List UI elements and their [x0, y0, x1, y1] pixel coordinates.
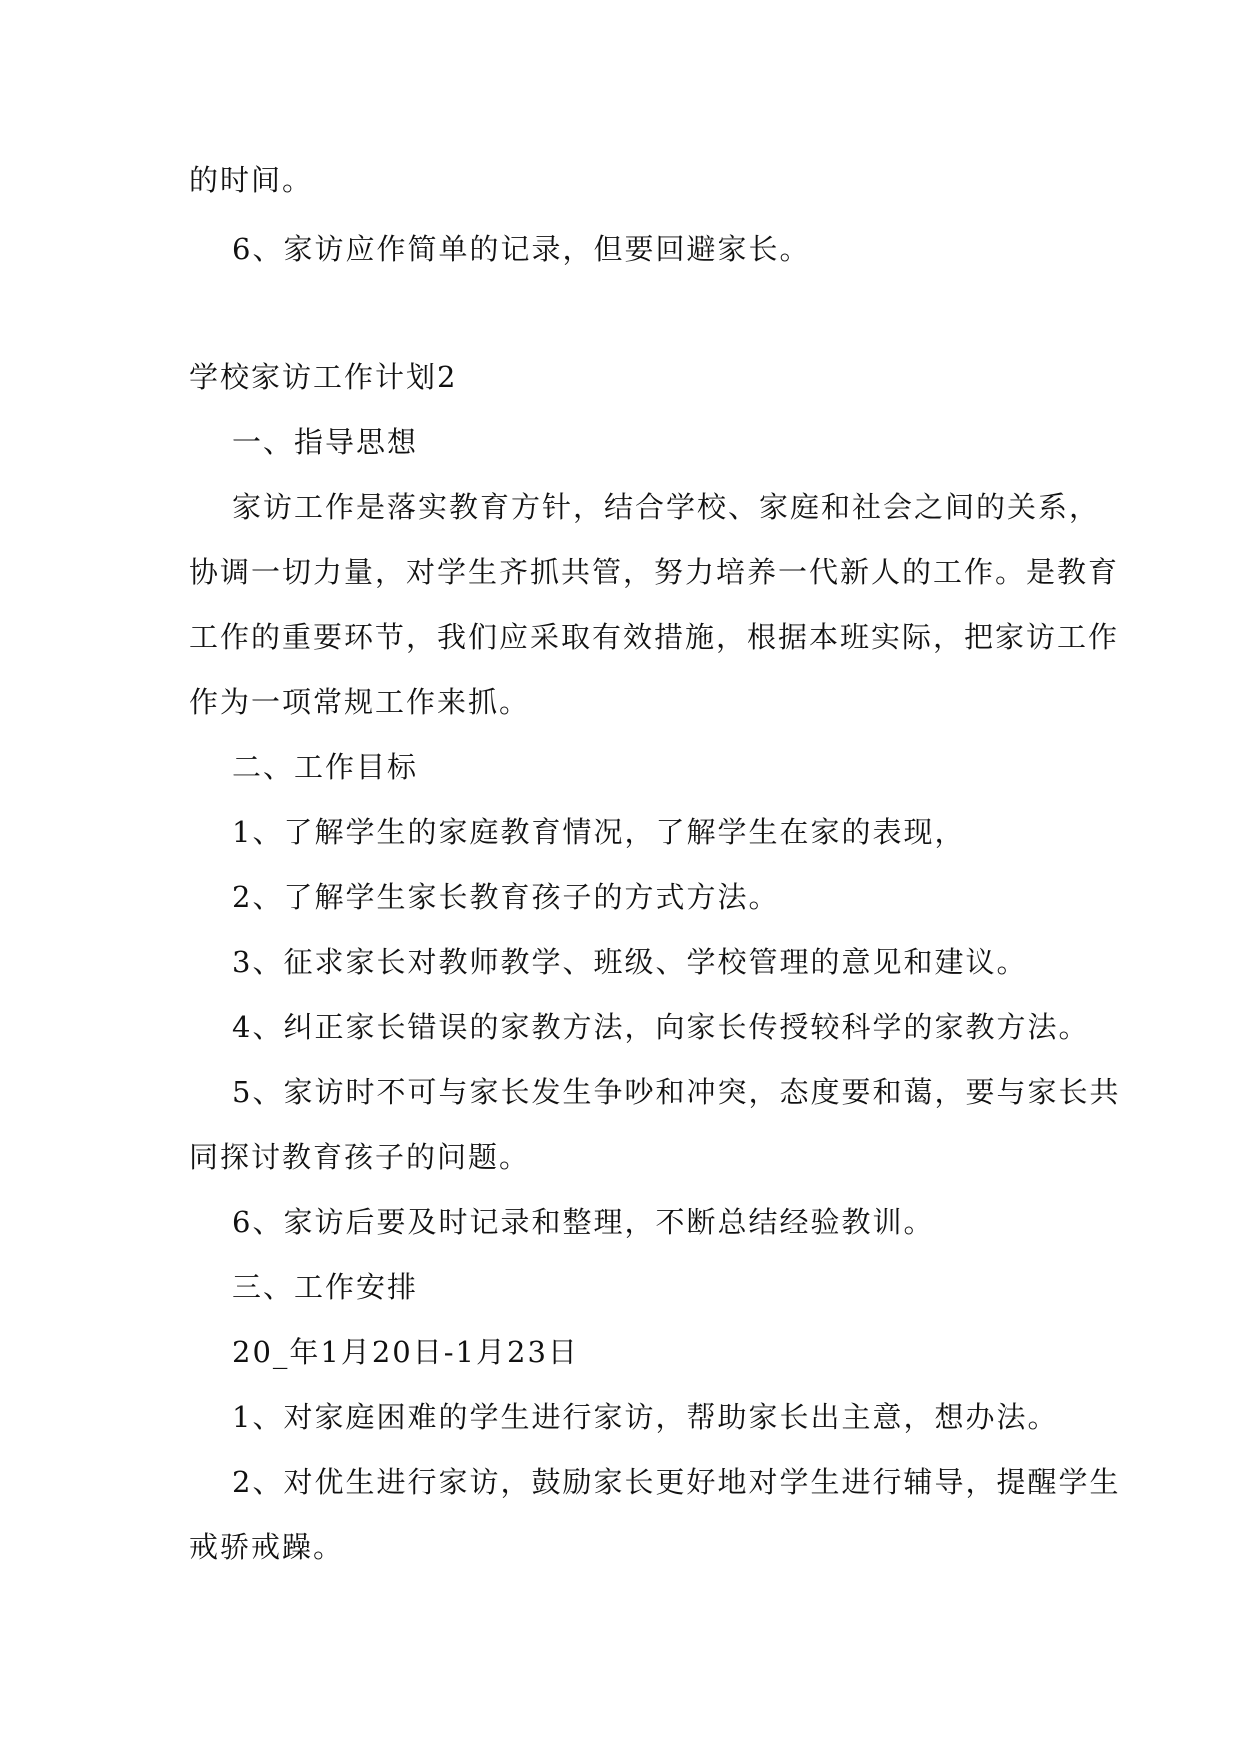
- body-text-line: 作为一项常规工作来抓。: [189, 685, 531, 719]
- body-text-line: 同探讨教育孩子的问题。: [189, 1140, 531, 1174]
- body-text-line: 的时间。: [189, 163, 314, 197]
- body-text-line: 戒骄戒躁。: [189, 1530, 345, 1564]
- body-text-line: 协调一切力量，对学生齐抓共管，努力培养一代新人的工作。是教育: [189, 555, 1120, 589]
- list-item: 6、家访后要及时记录和整理，不断总结经验教训。: [232, 1205, 935, 1239]
- section-heading: 一、指导思想: [232, 425, 419, 459]
- list-item: 2、对优生进行家访，鼓励家长更好地对学生进行辅导，提醒学生: [232, 1465, 1121, 1499]
- body-text-line: 家访工作是落实教育方针，结合学校、家庭和社会之间的关系，: [232, 490, 1101, 524]
- list-item: 2、了解学生家长教育孩子的方式方法。: [232, 880, 780, 914]
- date-range: 20_年1月20日-1月23日: [232, 1335, 579, 1369]
- section-heading: 三、工作安排: [232, 1270, 419, 1304]
- list-item: 3、征求家长对教师教学、班级、学校管理的意见和建议。: [232, 945, 1028, 979]
- list-item: 1、对家庭困难的学生进行家访，帮助家长出主意，想办法。: [232, 1400, 1059, 1434]
- body-text-line: 工作的重要环节，我们应采取有效措施，根据本班实际，把家访工作: [189, 620, 1120, 654]
- section-title: 学校家访工作计划2: [189, 360, 458, 394]
- list-item: 4、纠正家长错误的家教方法，向家长传授较科学的家教方法。: [232, 1010, 1090, 1044]
- list-item: 5、家访时不可与家长发生争吵和冲突，态度要和蔼，要与家长共: [232, 1075, 1121, 1109]
- section-heading: 二、工作目标: [232, 750, 419, 784]
- list-item: 1、了解学生的家庭教育情况，了解学生在家的表现，: [232, 815, 966, 849]
- list-item: 6、家访应作简单的记录，但要回避家长。: [232, 232, 811, 266]
